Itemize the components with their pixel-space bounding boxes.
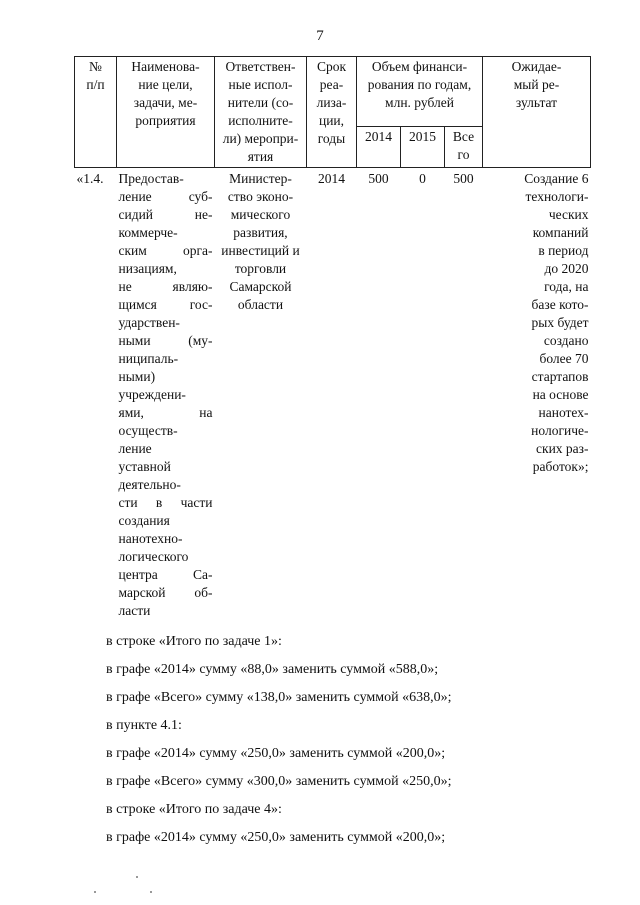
- row-result-line: ческих: [548, 207, 589, 222]
- row-name-cell: [117, 168, 215, 623]
- row-name-line: щимся гос-: [118, 297, 213, 312]
- row-result-line: ских раз-: [536, 441, 589, 456]
- row-name-line: Предостав-: [118, 171, 184, 186]
- header-number-line: №: [89, 59, 102, 74]
- page-number: 7: [316, 28, 324, 44]
- row-result-line: до 2020: [544, 261, 589, 276]
- row-value-total: 500: [453, 171, 474, 186]
- row-value-2015: 0: [419, 171, 426, 186]
- row-result-line: нанотех-: [538, 405, 589, 420]
- header-term-line: годы: [317, 131, 346, 146]
- amendment-line: в строке «Итого по задаче 4»:: [106, 802, 282, 817]
- row-result-line: создано: [543, 333, 589, 348]
- header-term: [307, 57, 357, 168]
- row-responsible: [215, 168, 307, 623]
- header-name: [117, 57, 215, 168]
- scan-speck: [136, 876, 138, 878]
- header-name-line: ние цели,: [138, 77, 193, 92]
- scan-speck: [150, 891, 152, 893]
- row-result: [483, 168, 591, 623]
- row-name-line: ями, на: [118, 405, 213, 420]
- amendment-line: в графе «2014» сумму «88,0» заменить суммой «588,0»;: [106, 662, 439, 677]
- header-total: [445, 127, 483, 168]
- row-name-line: деятельно-: [118, 477, 181, 492]
- row-result-line: года, на: [544, 279, 589, 294]
- header-term-line: лиза-: [316, 95, 347, 110]
- row-name-line: осуществ-: [118, 423, 178, 438]
- row-responsible-line: инвестиций и: [221, 243, 300, 258]
- row-name-line: центра Са-: [118, 567, 213, 582]
- row-result-line: нологиче-: [531, 423, 589, 438]
- row-term: 2014: [318, 171, 345, 186]
- header-responsible-line: ные испол-: [228, 77, 293, 92]
- row-result-line: технологи-: [525, 189, 589, 204]
- row-name-line: ударствен-: [118, 315, 180, 330]
- header-responsible-line: нители (со-: [227, 95, 294, 110]
- table-row: [75, 168, 591, 623]
- row-name-line: ниципаль-: [118, 351, 179, 366]
- header-responsible-line: ятия: [247, 149, 274, 164]
- header-result-line: Ожидае-: [511, 59, 562, 74]
- amendment-line: в графе «2014» сумму «250,0» заменить суммой «200,0»;: [106, 830, 446, 845]
- row-result-line: базе кото-: [531, 297, 589, 312]
- amendment-line: в пункте 4.1:: [106, 718, 182, 733]
- row-responsible-line: ство эконо-: [227, 189, 294, 204]
- header-name-line: Наименова-: [131, 59, 200, 74]
- row-result-line: рых будет: [531, 315, 589, 330]
- header-responsible-line: исполните-: [228, 113, 293, 128]
- row-name-line: ским орга-: [118, 243, 213, 258]
- header-year-2014: 2014: [357, 127, 401, 168]
- row-number: «1.4.: [76, 171, 104, 186]
- row-name-line: создания: [118, 513, 170, 528]
- header-name-line: задачи, ме-: [133, 95, 198, 110]
- row-responsible-line: Самарской: [229, 279, 292, 294]
- row-responsible-line: области: [237, 297, 284, 312]
- header-total-line: го: [457, 147, 470, 162]
- row-name-line: коммерче-: [118, 225, 178, 240]
- measures-table-wrap: [74, 56, 590, 622]
- row-result-line: более 70: [539, 351, 589, 366]
- row-result-line: Создание 6: [524, 171, 589, 186]
- header-name-line: роприятия: [135, 113, 196, 128]
- header-financing-line: млн. рублей: [385, 95, 454, 110]
- row-name-line: ласти: [118, 603, 151, 618]
- header-total-line: Все: [452, 129, 475, 144]
- row-name-line: уставной: [118, 459, 171, 474]
- row-name-line: учреждени-: [118, 387, 186, 402]
- scan-speck: [94, 891, 96, 893]
- amendment-line: в графе «Всего» сумму «300,0» заменить суммой «250,0»;: [106, 774, 452, 789]
- row-name-line: ление: [118, 441, 152, 456]
- header-financing-line: рования по годам,: [367, 77, 472, 92]
- header-financing: [357, 57, 483, 127]
- row-responsible-line: мического: [230, 207, 291, 222]
- row-name-line: низациям,: [118, 261, 177, 276]
- row-name-line: ными (му-: [118, 333, 213, 348]
- row-result-line: стартапов: [531, 369, 589, 384]
- row-responsible-line: Министер-: [229, 171, 292, 186]
- amendment-line: в графе «2014» сумму «250,0» заменить суммой «200,0»;: [106, 746, 446, 761]
- header-result-line: мый ре-: [513, 77, 560, 92]
- header-financing-line: Объем финанси-: [371, 59, 468, 74]
- amendment-line: в строке «Итого по задаче 1»:: [106, 634, 282, 649]
- row-name-line: не являю-: [118, 279, 213, 294]
- measures-table: [74, 56, 591, 622]
- row-responsible-line: развития,: [233, 225, 288, 240]
- amendment-line: в графе «Всего» сумму «138,0» заменить суммой «638,0»;: [106, 690, 452, 705]
- header-result: [483, 57, 591, 168]
- row-name-line: ными): [118, 369, 156, 384]
- row-name-line: марской об-: [118, 585, 213, 600]
- header-term-line: ции,: [318, 113, 345, 128]
- header-number: [75, 57, 117, 168]
- header-term-line: Срок: [316, 59, 347, 74]
- row-name: [119, 170, 213, 620]
- header-responsible: [215, 57, 307, 168]
- row-result-line: работок»;: [532, 459, 589, 474]
- row-value-2014: 500: [368, 171, 389, 186]
- header-responsible-line: ли) меропри-: [222, 131, 299, 146]
- row-result-line: на основе: [532, 387, 589, 402]
- header-responsible-line: Ответствен-: [225, 59, 296, 74]
- header-term-line: реа-: [319, 77, 344, 92]
- row-responsible-line: торговли: [234, 261, 287, 276]
- row-name-line: логического: [118, 549, 189, 564]
- row-result-line: компаний: [532, 225, 589, 240]
- row-name-line: сти в части: [118, 495, 213, 510]
- header-result-line: зультат: [515, 95, 558, 110]
- row-name-line: сидий не-: [118, 207, 213, 222]
- row-name-line: ление суб-: [118, 189, 213, 204]
- header-year-2015: 2015: [401, 127, 445, 168]
- row-name-line: нанотехно-: [118, 531, 183, 546]
- header-number-line: п/п: [86, 77, 105, 92]
- row-result-line: в период: [538, 243, 589, 258]
